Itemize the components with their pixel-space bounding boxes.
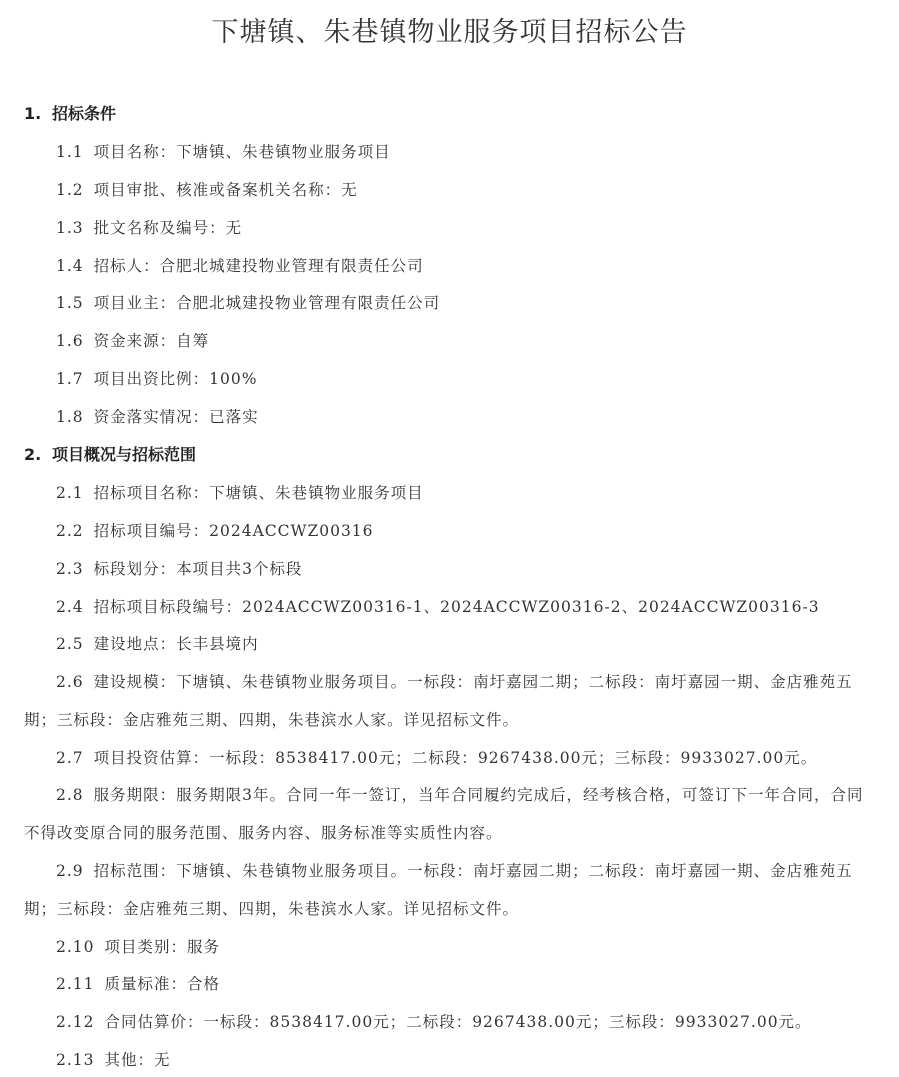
section-1-heading xyxy=(24,103,116,125)
clause-text: 建设地点：长丰县境内 xyxy=(93,635,259,653)
clause-number: 2.11 xyxy=(56,975,95,993)
clause-2-7 xyxy=(56,747,875,769)
section-title: 招标条件 xyxy=(52,104,117,123)
clause-number: 2.3 xyxy=(56,560,84,578)
clause-1-3 xyxy=(56,217,875,239)
clause-2-1 xyxy=(56,482,875,504)
clause-number: 1.7 xyxy=(56,370,84,388)
clause-number: 2.6 xyxy=(56,673,84,691)
clause-1-8 xyxy=(56,406,875,428)
clause-number: 1.8 xyxy=(56,408,84,426)
clause-number: 2.8 xyxy=(56,786,84,804)
clause-number: 2.13 xyxy=(56,1051,95,1069)
clause-number: 2.12 xyxy=(56,1013,95,1031)
clause-number: 2.7 xyxy=(56,749,84,767)
clause-text: 建设规模：下塘镇、朱巷镇物业服务项目。一标段：南圩嘉园二期；二标段：南圩嘉园一期、金店雅苑五期；三标段：金店雅苑三期、四期，朱巷滨水人家。详见招标文件。 xyxy=(24,673,853,729)
clause-text: 招标项目编号：2024ACCWZ00316 xyxy=(93,522,374,540)
clause-number: 2.5 xyxy=(56,635,84,653)
section-number: 1. xyxy=(24,104,42,123)
section-2-heading xyxy=(24,444,196,466)
clause-1-4 xyxy=(56,255,875,277)
clause-text: 资金来源：自筹 xyxy=(93,332,210,350)
clause-2-5 xyxy=(56,633,875,655)
clause-number: 1.6 xyxy=(56,332,84,350)
clause-2-12 xyxy=(56,1011,875,1033)
clause-number: 2.10 xyxy=(56,938,95,956)
clause-number: 1.4 xyxy=(56,257,84,275)
clause-number: 2.2 xyxy=(56,522,84,540)
clause-2-4 xyxy=(56,596,875,618)
clause-text: 项目名称：下塘镇、朱巷镇物业服务项目 xyxy=(93,143,391,161)
clause-number: 1.1 xyxy=(56,143,84,161)
clause-number: 1.3 xyxy=(56,219,84,237)
clause-2-8 xyxy=(24,776,864,852)
clause-text: 项目投资估算：一标段：8538417.00元；二标段：9267438.00元；三标段：9933027.00元。 xyxy=(93,749,818,767)
clause-2-3 xyxy=(56,558,875,580)
clause-text: 标段划分：本项目共3个标段 xyxy=(93,560,303,578)
clause-text: 质量标准：合格 xyxy=(104,975,221,993)
clause-2-13 xyxy=(56,1049,875,1071)
clause-text: 项目业主：合肥北城建投物业管理有限责任公司 xyxy=(93,294,441,312)
clause-text: 招标范围：下塘镇、朱巷镇物业服务项目。一标段：南圩嘉园二期；二标段：南圩嘉园一期、金店雅苑五期；三标段：金店雅苑三期、四期，朱巷滨水人家。详见招标文件。 xyxy=(24,862,853,918)
clause-number: 2.1 xyxy=(56,484,84,502)
clause-1-7 xyxy=(56,368,875,390)
clause-2-2 xyxy=(56,520,875,542)
clause-2-10 xyxy=(56,936,875,958)
clause-text: 批文名称及编号：无 xyxy=(93,219,243,237)
clause-text: 合同估算价：一标段：8538417.00元；二标段：9267438.00元；三标段：9933027.00元。 xyxy=(104,1013,812,1031)
clause-1-5 xyxy=(56,292,875,314)
clause-text: 资金落实情况：已落实 xyxy=(93,408,259,426)
clause-number: 2.4 xyxy=(56,598,84,616)
clause-1-2 xyxy=(56,179,875,201)
clause-text: 招标人：合肥北城建投物业管理有限责任公司 xyxy=(93,257,424,275)
clause-text: 招标项目名称：下塘镇、朱巷镇物业服务项目 xyxy=(93,484,424,502)
clause-number: 2.9 xyxy=(56,862,84,880)
page-title: 下塘镇、朱巷镇物业服务项目招标公告 xyxy=(211,17,688,48)
clause-number: 1.2 xyxy=(56,181,84,199)
clause-1-6 xyxy=(56,330,875,352)
clause-2-11 xyxy=(56,973,875,995)
clause-text: 项目类别：服务 xyxy=(104,938,221,956)
clause-2-9 xyxy=(24,852,864,928)
clause-text: 项目审批、核准或备案机关名称：无 xyxy=(93,181,358,199)
clause-text: 其他：无 xyxy=(104,1051,171,1069)
clause-number: 1.5 xyxy=(56,294,84,312)
clause-text: 服务期限：服务期限3年。合同一年一签订，当年合同履约完成后，经考核合格，可签订下一年合同，合同不得改变原合同的服务范围、服务内容、服务标准等实质性内容。 xyxy=(24,786,864,842)
clause-1-1 xyxy=(56,141,875,163)
section-title: 项目概况与招标范围 xyxy=(52,445,197,464)
clause-2-6 xyxy=(24,663,864,739)
clause-text: 项目出资比例：100% xyxy=(93,370,258,388)
section-number: 2. xyxy=(24,445,42,464)
clause-text: 招标项目标段编号：2024ACCWZ00316-1、2024ACCWZ00316-2、2024ACCWZ00316-3 xyxy=(93,598,820,616)
